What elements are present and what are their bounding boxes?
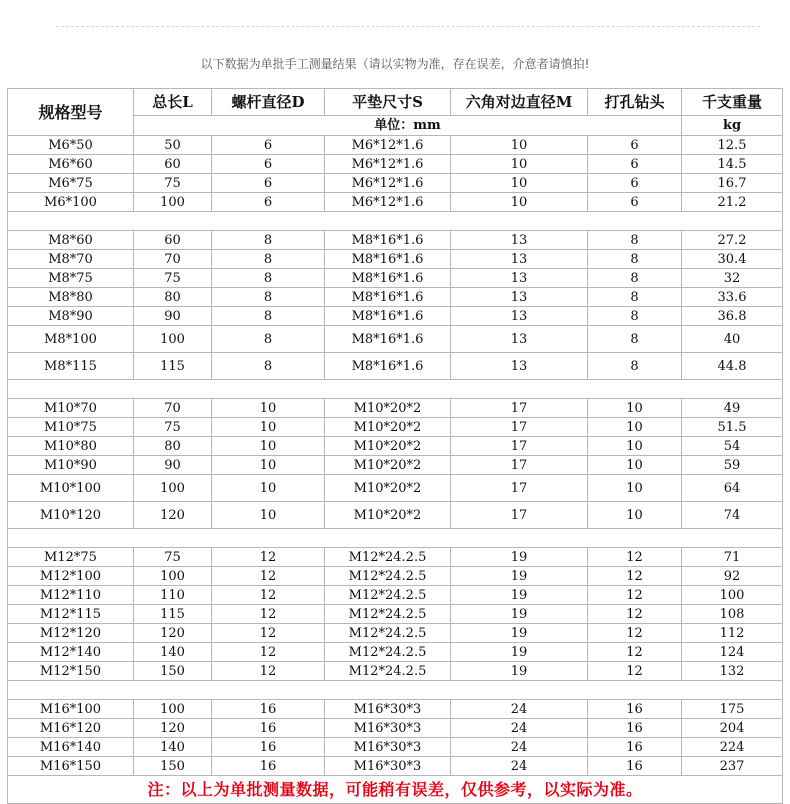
header-hex: 六角对边直径M [451, 89, 588, 116]
header-washer: 平垫尺寸S [325, 89, 451, 116]
cell-hex: 19 [451, 624, 588, 643]
cell-drill: 16 [588, 757, 682, 776]
spec-table-body [8, 136, 783, 776]
cell-hex: 10 [451, 174, 588, 193]
cell-drill: 12 [588, 586, 682, 605]
cell-weight: 16.7 [682, 174, 783, 193]
cell-washer: M12*24.2.5 [325, 643, 451, 662]
cell-model: M6*50 [8, 136, 134, 155]
table-row [8, 456, 783, 475]
cell-length: 110 [134, 586, 212, 605]
cell-length: 150 [134, 662, 212, 681]
cell-drill: 10 [588, 475, 682, 502]
cell-diameter: 12 [212, 624, 325, 643]
cell-weight: 14.5 [682, 155, 783, 174]
cell-diameter: 8 [212, 307, 325, 326]
cell-drill: 6 [588, 174, 682, 193]
cell-diameter: 10 [212, 437, 325, 456]
cell-washer: M8*16*1.6 [325, 269, 451, 288]
cell-diameter: 8 [212, 231, 325, 250]
table-row [8, 174, 783, 193]
cell-drill: 10 [588, 399, 682, 418]
cell-drill: 16 [588, 738, 682, 757]
cell-washer: M12*24.2.5 [325, 624, 451, 643]
cell-weight: 112 [682, 624, 783, 643]
cell-drill: 6 [588, 155, 682, 174]
table-row [8, 307, 783, 326]
header-model: 规格型号 [8, 89, 134, 136]
cell-hex: 19 [451, 643, 588, 662]
cell-length: 75 [134, 418, 212, 437]
cell-washer: M10*20*2 [325, 437, 451, 456]
cell-weight: 92 [682, 567, 783, 586]
cell-length: 100 [134, 326, 212, 353]
cell-weight: 51.5 [682, 418, 783, 437]
cell-diameter: 8 [212, 353, 325, 380]
cell-hex: 24 [451, 757, 588, 776]
cell-diameter: 12 [212, 605, 325, 624]
cell-model: M6*75 [8, 174, 134, 193]
table-row [8, 719, 783, 738]
cell-diameter: 8 [212, 326, 325, 353]
cell-model: M6*100 [8, 193, 134, 212]
cell-model: M8*70 [8, 250, 134, 269]
table-row [8, 288, 783, 307]
cell-washer: M10*20*2 [325, 399, 451, 418]
cell-hex: 24 [451, 719, 588, 738]
cell-hex: 24 [451, 700, 588, 719]
cell-hex: 17 [451, 437, 588, 456]
cell-model: M16*100 [8, 700, 134, 719]
cell-weight: 32 [682, 269, 783, 288]
cell-weight: 108 [682, 605, 783, 624]
cell-model: M16*140 [8, 738, 134, 757]
cell-length: 100 [134, 475, 212, 502]
cell-washer: M10*20*2 [325, 502, 451, 529]
table-row [8, 567, 783, 586]
cell-hex: 19 [451, 567, 588, 586]
table-row [8, 475, 783, 502]
cell-length: 60 [134, 155, 212, 174]
cell-drill: 10 [588, 456, 682, 475]
cell-hex: 19 [451, 586, 588, 605]
cell-washer: M12*24.2.5 [325, 605, 451, 624]
cell-model: M10*70 [8, 399, 134, 418]
cell-diameter: 16 [212, 757, 325, 776]
cell-length: 100 [134, 193, 212, 212]
cell-washer: M12*24.2.5 [325, 567, 451, 586]
cell-diameter: 8 [212, 288, 325, 307]
cell-weight: 21.2 [682, 193, 783, 212]
cell-weight: 204 [682, 719, 783, 738]
cell-hex: 10 [451, 193, 588, 212]
cell-diameter: 6 [212, 193, 325, 212]
cell-diameter: 8 [212, 269, 325, 288]
cell-model: M10*90 [8, 456, 134, 475]
cell-length: 50 [134, 136, 212, 155]
cell-length: 140 [134, 738, 212, 757]
cell-diameter: 8 [212, 250, 325, 269]
cell-weight: 49 [682, 399, 783, 418]
cell-model: M12*120 [8, 624, 134, 643]
cell-model: M8*115 [8, 353, 134, 380]
cell-washer: M12*24.2.5 [325, 548, 451, 567]
cell-weight: 224 [682, 738, 783, 757]
cell-model: M12*150 [8, 662, 134, 681]
separator-cell [8, 380, 783, 399]
cell-drill: 8 [588, 326, 682, 353]
cell-diameter: 6 [212, 155, 325, 174]
cell-diameter: 12 [212, 567, 325, 586]
cell-washer: M16*30*3 [325, 738, 451, 757]
cell-hex: 17 [451, 418, 588, 437]
cell-model: M10*120 [8, 502, 134, 529]
cell-hex: 13 [451, 269, 588, 288]
cell-hex: 13 [451, 353, 588, 380]
cell-diameter: 12 [212, 548, 325, 567]
separator-cell [8, 212, 783, 231]
cell-weight: 59 [682, 456, 783, 475]
cell-drill: 12 [588, 567, 682, 586]
cell-length: 75 [134, 269, 212, 288]
cell-diameter: 10 [212, 399, 325, 418]
cell-hex: 13 [451, 231, 588, 250]
cell-model: M8*60 [8, 231, 134, 250]
cell-hex: 19 [451, 548, 588, 567]
cell-length: 70 [134, 250, 212, 269]
cell-weight: 30.4 [682, 250, 783, 269]
cell-length: 75 [134, 174, 212, 193]
cell-diameter: 10 [212, 456, 325, 475]
group-separator-row [8, 212, 783, 231]
cell-length: 120 [134, 624, 212, 643]
cell-drill: 12 [588, 605, 682, 624]
cell-length: 140 [134, 643, 212, 662]
table-row [8, 662, 783, 681]
table-row [8, 757, 783, 776]
cell-drill: 16 [588, 719, 682, 738]
table-row [8, 738, 783, 757]
cell-washer: M10*20*2 [325, 456, 451, 475]
cell-drill: 10 [588, 437, 682, 456]
cell-model: M8*90 [8, 307, 134, 326]
cell-model: M8*75 [8, 269, 134, 288]
unit-mm: 单位：mm [134, 116, 682, 136]
cell-washer: M8*16*1.6 [325, 288, 451, 307]
cell-weight: 132 [682, 662, 783, 681]
cell-washer: M6*12*1.6 [325, 155, 451, 174]
table-row [8, 624, 783, 643]
cell-diameter: 12 [212, 662, 325, 681]
cell-washer: M16*30*3 [325, 700, 451, 719]
cell-model: M16*120 [8, 719, 134, 738]
cell-diameter: 10 [212, 502, 325, 529]
cell-model: M12*110 [8, 586, 134, 605]
cell-drill: 12 [588, 662, 682, 681]
cell-weight: 44.8 [682, 353, 783, 380]
cell-weight: 124 [682, 643, 783, 662]
cell-length: 90 [134, 307, 212, 326]
cell-diameter: 6 [212, 174, 325, 193]
table-row [8, 605, 783, 624]
cell-hex: 17 [451, 475, 588, 502]
cell-length: 150 [134, 757, 212, 776]
cell-length: 100 [134, 567, 212, 586]
cell-diameter: 16 [212, 738, 325, 757]
table-row [8, 326, 783, 353]
table-row [8, 155, 783, 174]
footer-disclaimer: 注：以上为单批测量数据，可能稍有误差，仅供参考，以实际为准。 [8, 776, 783, 804]
cell-hex: 10 [451, 136, 588, 155]
table-row [8, 437, 783, 456]
cell-washer: M8*16*1.6 [325, 250, 451, 269]
cell-weight: 36.8 [682, 307, 783, 326]
cell-model: M6*60 [8, 155, 134, 174]
cell-washer: M10*20*2 [325, 418, 451, 437]
table-row [8, 548, 783, 567]
cell-length: 80 [134, 437, 212, 456]
table-row [8, 353, 783, 380]
cell-model: M10*75 [8, 418, 134, 437]
header-length: 总长L [134, 89, 212, 116]
cell-drill: 8 [588, 231, 682, 250]
cell-drill: 12 [588, 624, 682, 643]
cell-drill: 10 [588, 502, 682, 529]
table-row [8, 700, 783, 719]
cell-length: 75 [134, 548, 212, 567]
cell-hex: 17 [451, 502, 588, 529]
cell-drill: 6 [588, 136, 682, 155]
cell-length: 70 [134, 399, 212, 418]
cell-drill: 16 [588, 700, 682, 719]
cell-washer: M8*16*1.6 [325, 307, 451, 326]
cell-washer: M10*20*2 [325, 475, 451, 502]
cell-drill: 10 [588, 418, 682, 437]
cell-model: M12*140 [8, 643, 134, 662]
cell-hex: 13 [451, 288, 588, 307]
table-row [8, 502, 783, 529]
cell-weight: 237 [682, 757, 783, 776]
cell-diameter: 12 [212, 586, 325, 605]
cell-model: M10*80 [8, 437, 134, 456]
cell-diameter: 10 [212, 475, 325, 502]
cell-diameter: 16 [212, 719, 325, 738]
table-row [8, 643, 783, 662]
cell-model: M12*100 [8, 567, 134, 586]
table-row [8, 250, 783, 269]
cell-hex: 13 [451, 307, 588, 326]
unit-kg: kg [682, 116, 783, 136]
cell-length: 90 [134, 456, 212, 475]
cell-diameter: 6 [212, 136, 325, 155]
table-row [8, 193, 783, 212]
table-row [8, 586, 783, 605]
group-separator-row [8, 529, 783, 548]
cell-washer: M12*24.2.5 [325, 662, 451, 681]
cell-drill: 8 [588, 250, 682, 269]
table-row [8, 136, 783, 155]
group-separator-row [8, 681, 783, 700]
cell-hex: 24 [451, 738, 588, 757]
table-row [8, 269, 783, 288]
cell-washer: M8*16*1.6 [325, 231, 451, 250]
cell-drill: 8 [588, 288, 682, 307]
measurement-notice: 以下数据为单批手工测量结果（请以实物为准，存在误差，介意者请慎拍! [200, 57, 590, 71]
cell-model: M10*100 [8, 475, 134, 502]
cell-length: 120 [134, 719, 212, 738]
cell-weight: 40 [682, 326, 783, 353]
cell-weight: 27.2 [682, 231, 783, 250]
separator-cell [8, 529, 783, 548]
cell-hex: 19 [451, 605, 588, 624]
cell-weight: 54 [682, 437, 783, 456]
cell-washer: M12*24.2.5 [325, 586, 451, 605]
cell-hex: 17 [451, 399, 588, 418]
cell-drill: 8 [588, 307, 682, 326]
cell-washer: M8*16*1.6 [325, 353, 451, 380]
group-separator-row [8, 380, 783, 399]
cell-weight: 71 [682, 548, 783, 567]
cell-weight: 100 [682, 586, 783, 605]
cell-drill: 12 [588, 643, 682, 662]
cell-washer: M6*12*1.6 [325, 136, 451, 155]
cell-hex: 13 [451, 250, 588, 269]
header-weight: 千支重量 [682, 89, 783, 116]
cell-diameter: 16 [212, 700, 325, 719]
cell-model: M8*80 [8, 288, 134, 307]
cell-weight: 33.6 [682, 288, 783, 307]
top-divider [56, 26, 760, 27]
cell-washer: M6*12*1.6 [325, 193, 451, 212]
cell-model: M16*150 [8, 757, 134, 776]
cell-model: M8*100 [8, 326, 134, 353]
cell-length: 60 [134, 231, 212, 250]
cell-washer: M6*12*1.6 [325, 174, 451, 193]
cell-weight: 175 [682, 700, 783, 719]
cell-drill: 6 [588, 193, 682, 212]
cell-length: 100 [134, 700, 212, 719]
cell-weight: 12.5 [682, 136, 783, 155]
cell-length: 115 [134, 605, 212, 624]
cell-diameter: 10 [212, 418, 325, 437]
cell-model: M12*115 [8, 605, 134, 624]
cell-washer: M16*30*3 [325, 719, 451, 738]
cell-washer: M16*30*3 [325, 757, 451, 776]
header-diameter: 螺杆直径D [212, 89, 325, 116]
cell-length: 115 [134, 353, 212, 380]
cell-model: M12*75 [8, 548, 134, 567]
table-row [8, 418, 783, 437]
cell-hex: 13 [451, 326, 588, 353]
spec-table [7, 88, 783, 804]
separator-cell [8, 681, 783, 700]
cell-weight: 74 [682, 502, 783, 529]
cell-diameter: 12 [212, 643, 325, 662]
cell-drill: 8 [588, 269, 682, 288]
cell-drill: 12 [588, 548, 682, 567]
cell-drill: 8 [588, 353, 682, 380]
cell-weight: 64 [682, 475, 783, 502]
cell-length: 80 [134, 288, 212, 307]
cell-hex: 10 [451, 155, 588, 174]
table-row [8, 231, 783, 250]
header-drill: 打孔钻头 [588, 89, 682, 116]
cell-length: 120 [134, 502, 212, 529]
cell-washer: M8*16*1.6 [325, 326, 451, 353]
cell-hex: 17 [451, 456, 588, 475]
table-row [8, 399, 783, 418]
cell-hex: 19 [451, 662, 588, 681]
